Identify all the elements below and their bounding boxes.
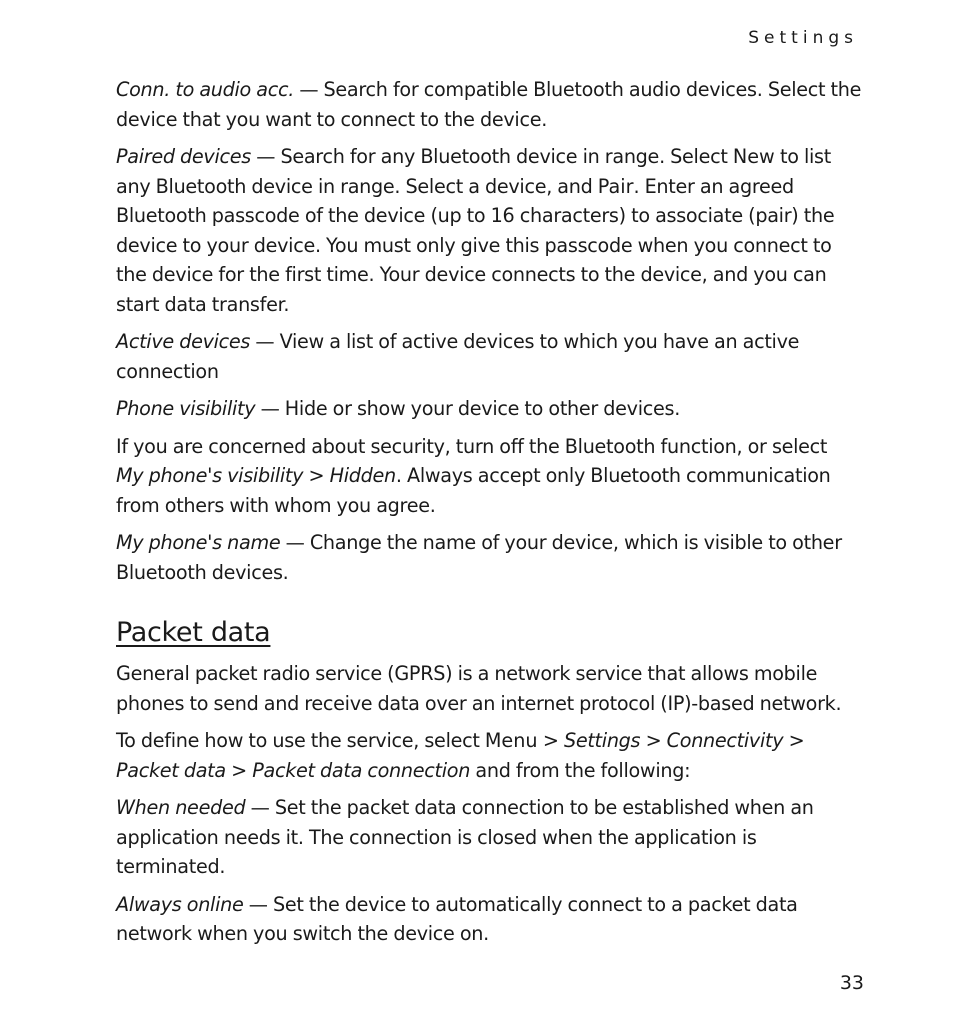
define-text-a: To define how to use the service, select <box>116 729 485 752</box>
desc-conn-audio: — Search for compatible Bluetooth audio devices. Select the device that you want to connect to the device. <box>116 78 862 131</box>
security-text-b: . Always accept only Bluetooth communication from others with whom you agree. <box>116 464 831 517</box>
path-packet-data-connection: Packet data connection <box>252 758 471 782</box>
section-heading-packet-data: Packet data <box>116 617 271 648</box>
paragraph-phone-visibility <box>116 394 866 424</box>
page-content <box>116 75 866 957</box>
desc-always-online: — Set the device to automatically connect to a packet data network when you switch the device on. <box>116 892 798 945</box>
paragraph-paired-devices <box>116 142 866 319</box>
security-text-a: If you are concerned about security, turn off the Bluetooth function, or select <box>116 434 828 458</box>
desc-paired-c: . Enter an agreed Bluetooth passcode of the device (up to 16 characters) to associate (pair) the device to your device. You must only give this passcode when you connect to the device for the first time. Your device connects to the device, and you can start data transfer. <box>116 174 835 316</box>
paragraph-phone-name <box>116 528 866 587</box>
desc-paired-a: — Search for any Bluetooth device in range. Select <box>250 145 733 168</box>
path-packet-data: Packet data <box>116 758 226 782</box>
desc-paired-b: to list any Bluetooth device in range. Select a device, and <box>116 145 831 198</box>
key-new: New <box>732 145 775 168</box>
define-text-b: and from the following: <box>470 758 691 782</box>
paragraph-active-devices <box>116 327 866 386</box>
term-paired-devices: Paired devices <box>116 145 251 168</box>
sep-1: > <box>537 729 564 752</box>
sep-4: > <box>225 758 253 782</box>
key-pair: Pair <box>597 174 634 198</box>
paragraph-security <box>116 432 866 521</box>
path-connectivity: Connectivity <box>666 729 784 752</box>
running-header: Settings <box>748 28 858 48</box>
term-phone-visibility: Phone visibility <box>116 397 256 420</box>
term-conn-audio: Conn. to audio acc. <box>116 78 295 101</box>
paragraph-gprs-intro: General packet radio service (GPRS) is a network service that allows mobile phones to send and receive data over an internet protocol (IP)-based network. <box>116 662 842 715</box>
term-always-online: Always online <box>116 892 244 916</box>
path-settings: Settings <box>563 729 641 752</box>
paragraph-conn-audio <box>116 75 866 134</box>
path-hidden: Hidden <box>329 464 396 487</box>
sep-2: > <box>640 729 667 752</box>
desc-when-needed: — Set the packet data connection to be established when an application needs it. The connection is closed when the application is terminated. <box>116 796 814 878</box>
page-number: 33 <box>839 972 864 994</box>
path-separator: > <box>303 464 330 487</box>
desc-phone-name: — Change the name of your device, which is visible to other Bluetooth devices. <box>116 531 842 584</box>
menu-key: Menu <box>484 729 538 752</box>
desc-phone-visibility: — Hide or show your device to other devices. <box>255 397 681 420</box>
sep-3: > <box>783 729 805 752</box>
term-phone-name: My phone's name <box>116 531 281 554</box>
path-my-phone-visibility: My phone's visibility <box>116 464 304 487</box>
term-active-devices: Active devices <box>116 330 251 353</box>
paragraph-define-service <box>116 726 866 785</box>
desc-active-devices: — View a list of active devices to which you have an active connection <box>116 330 800 383</box>
paragraph-when-needed <box>116 793 866 882</box>
term-when-needed: When needed <box>116 796 246 819</box>
paragraph-always-online <box>116 890 866 949</box>
